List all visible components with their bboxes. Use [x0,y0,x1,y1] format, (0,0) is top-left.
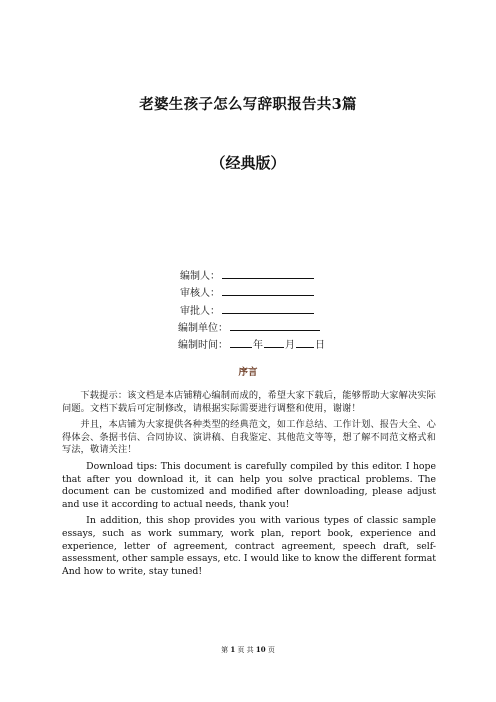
footer-current-page: 1 [230,645,236,654]
meta-reviewer-row [180,285,325,302]
footer-middle: 页 共 [237,646,254,654]
reviewer-blank [222,286,314,296]
preface-paragraph-1: 下载提示：该文档是本店铺精心编制而成的，希望大家下载后，能够帮助大家解决实际问题。文档下载后可定制修改，请根据实际需要进行调整和使用，谢谢！ [62,390,436,414]
unit-blank [230,321,320,331]
month-blank [264,338,284,348]
reviewer-label: 审核人： [180,288,220,300]
preface-paragraph-3: Download tips: This document is carefully compiled by this editor. I hope that after you download it, it can help you solve practical problems. The document can be customized and modified after downloading, please adjust and use it according to actual needs, thank you! [62,460,436,510]
month-label: 月 [285,340,295,352]
editor-label: 编制人： [180,271,220,282]
meta-approver-row [180,303,325,320]
page-footer [0,645,496,655]
preface-body [62,390,436,582]
preface-heading: 序言 [238,367,258,378]
footer-suffix: 页 [267,646,275,654]
footer-prefix: 第 [221,646,229,654]
meta-block [180,268,325,354]
day-label: 日 [315,340,325,352]
meta-editor-row [180,268,325,285]
document-subtitle: （经典版） [210,154,286,172]
editor-blank [222,269,314,279]
preface-paragraph-4: In addition, this shop provides you with various types of classic sample essays, such as work summary, work plan, report book, experience and experience, letter of agreement, contract agreement, speech draft, self-assessment, other sample essays, etc. I would like to know the different format And how to write, stay tuned! [62,515,436,577]
meta-time-row [178,337,325,354]
approver-blank [222,304,314,314]
preface-paragraph-2: 并且，本店铺为大家提供各种类型的经典范文，如工作总结、工作计划、报告大全、心得体会、条据书信、合同协议、演讲稿、自我鉴定、其他范文等等，想了解不同范文格式和写法，敬请关注！ [62,419,436,456]
year-label: 年 [253,340,263,352]
document-title: 老婆生孩子怎么写辞职报告共3篇 [139,96,357,113]
day-blank [296,338,314,348]
year-blank [230,338,252,348]
meta-unit-row [178,320,325,337]
approver-label: 审批人： [180,305,220,317]
footer-total-pages: 10 [255,645,266,654]
time-label: 编制时间： [178,340,228,352]
unit-label: 编制单位： [178,322,228,334]
